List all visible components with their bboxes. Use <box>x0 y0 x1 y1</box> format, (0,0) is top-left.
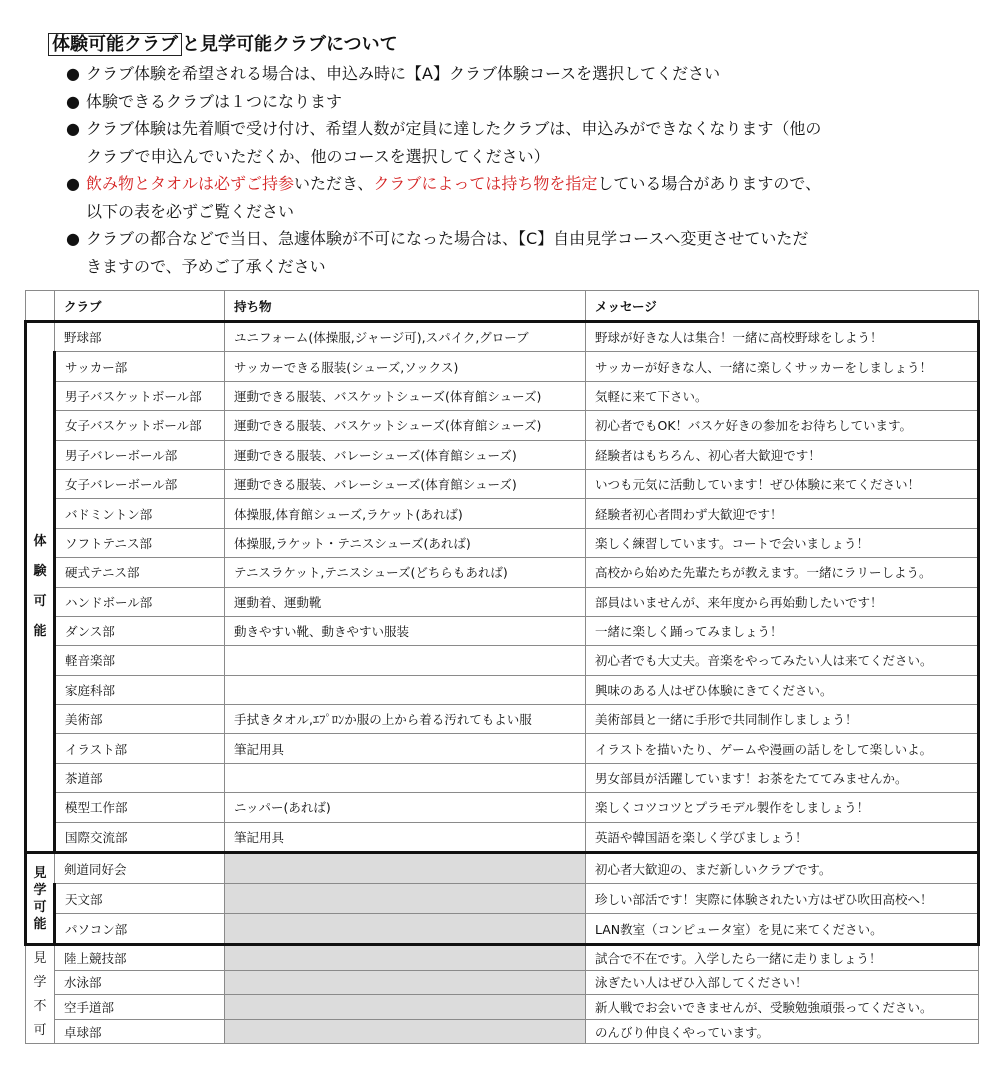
club-name: 天文部 <box>55 884 225 914</box>
message: いつも元気に活動しています！ぜひ体験に来てください！ <box>586 469 979 498</box>
club-name: 水泳部 <box>55 970 225 995</box>
items-shaded <box>225 1019 586 1044</box>
message: 楽しく練習しています。コートで会いましょう！ <box>586 528 979 557</box>
table-row <box>26 705 979 734</box>
table-row <box>26 734 979 763</box>
items: 動きやすい靴、動きやすい服装 <box>225 616 586 645</box>
table-row <box>26 995 979 1020</box>
club-name: 美術部 <box>55 705 225 734</box>
table-row <box>26 914 979 945</box>
club-name: 空手道部 <box>55 995 225 1020</box>
table-row <box>26 322 979 352</box>
items: 運動できる服装、バレーシューズ(体育館シューズ) <box>225 469 586 498</box>
club-name: 野球部 <box>55 322 225 352</box>
message: のんびり仲良くやっています。 <box>586 1019 979 1044</box>
table-row <box>26 352 979 381</box>
group-char: 見 <box>33 950 47 966</box>
club-name: パソコン部 <box>55 914 225 945</box>
group-char: 体 <box>33 534 47 550</box>
table-row <box>26 528 979 557</box>
table-row <box>26 763 979 792</box>
items: 運動着、運動靴 <box>225 587 586 616</box>
items-shaded <box>225 995 586 1020</box>
club-name: 模型工作部 <box>55 793 225 822</box>
message: 初心者でも大丈夫。音楽をやってみたい人は来てください。 <box>586 646 979 675</box>
table-row <box>26 440 979 469</box>
table-row <box>26 411 979 440</box>
club-name: 卓球部 <box>55 1019 225 1044</box>
items: 運動できる服装、バスケットシューズ(体育館シューズ) <box>225 381 586 410</box>
message: 美術部員と一緒に手形で共同制作しましょう！ <box>586 705 979 734</box>
page-title <box>48 30 968 60</box>
items: 体操服,体育館シューズ,ラケット(あれば) <box>225 499 586 528</box>
items: 筆記用具 <box>225 822 586 852</box>
group-char: 不 <box>33 998 47 1014</box>
bullet-mark: ● <box>66 64 80 83</box>
items: 運動できる服装、バレーシューズ(体育館シューズ) <box>225 440 586 469</box>
items <box>225 763 586 792</box>
club-name: ハンドボール部 <box>55 587 225 616</box>
items-shaded <box>225 945 586 971</box>
message: イラストを描いたり、ゲームや漫画の話しをして楽しいよ。 <box>586 734 979 763</box>
table-row <box>26 793 979 822</box>
bullet-line: 体験できるクラブは１つになります <box>86 91 343 111</box>
bullet-mark: ● <box>66 91 80 111</box>
header-items: 持ち物 <box>225 291 586 322</box>
items: 体操服,ラケット・テニスシューズ(あれば) <box>225 528 586 557</box>
items: 運動できる服装、バスケットシューズ(体育館シューズ) <box>225 411 586 440</box>
bullet-line: クラブで申込んでいただくか、他のコースを選択してください） <box>86 146 550 166</box>
group-char: 可 <box>33 594 47 610</box>
message: 経験者初心者問わず大歓迎です！ <box>586 499 979 528</box>
table-row <box>26 675 979 704</box>
items-shaded <box>225 884 586 914</box>
table-row <box>26 884 979 914</box>
club-name: 女子バレーボール部 <box>55 469 225 498</box>
group-char: 能 <box>33 916 47 932</box>
message: 新人戦でお会いできませんが、受験勉強頑張ってください。 <box>586 995 979 1020</box>
message: 英語や韓国語を楽しく学びましょう！ <box>586 822 979 852</box>
club-name: 硬式テニス部 <box>55 558 225 587</box>
items: サッカーできる服装(シューズ,ソックス) <box>225 352 586 381</box>
group-char: 学 <box>33 974 47 990</box>
club-name: バドミントン部 <box>55 499 225 528</box>
table-row <box>26 646 979 675</box>
bullet-mark: ● <box>66 229 80 248</box>
table-row <box>26 499 979 528</box>
message: サッカーが好きな人、一緒に楽しくサッカーをしましょう！ <box>586 352 979 381</box>
group-char: 可 <box>33 899 47 915</box>
title-rest: と見学可能クラブについて <box>182 34 398 55</box>
group-char: 験 <box>33 564 47 580</box>
bullet-mark: ● <box>66 119 80 138</box>
bullet-line: 以下の表を必ずご覧ください <box>86 201 295 221</box>
bullet-item <box>48 225 968 280</box>
table-row <box>26 469 979 498</box>
bullet-line: クラブ体験を希望される場合は、申込み時に【A】クラブ体験コースを選択してください <box>86 64 721 83</box>
bullet-item <box>48 60 968 88</box>
club-name: ダンス部 <box>55 616 225 645</box>
items: 手拭きタオル,ｴﾌﾟﾛﾝか服の上から着る汚れてもよい服 <box>225 705 586 734</box>
items-shaded <box>225 970 586 995</box>
table-row <box>26 1019 979 1044</box>
bullet-item <box>48 88 968 116</box>
table-header-row <box>26 291 979 322</box>
group-label-fuka <box>26 945 55 1044</box>
message: 興味のある人はぜひ体験にきてください。 <box>586 675 979 704</box>
message: 試合で不在です。入学したら一緒に走りましょう！ <box>586 945 979 971</box>
items: テニスラケット,テニスシューズ(どちらもあれば) <box>225 558 586 587</box>
club-name: 陸上競技部 <box>55 945 225 971</box>
bullet-text: している場合がありますので、 <box>597 174 822 193</box>
message: 初心者大歓迎の、まだ新しいクラブです。 <box>586 853 979 884</box>
message: 初心者でもOK！バスケ好きの参加をお待ちしています。 <box>586 411 979 440</box>
intro-section <box>48 30 968 280</box>
group-char: 見 <box>33 865 47 881</box>
club-name: 軽音楽部 <box>55 646 225 675</box>
group-char: 可 <box>33 1022 47 1038</box>
bullet-list <box>48 60 968 280</box>
club-name: ソフトテニス部 <box>55 528 225 557</box>
group-label-kengaku <box>26 853 55 945</box>
message: 経験者はもちろん、初心者大歓迎です！ <box>586 440 979 469</box>
highlight-text: クラブによっては持ち物を指定 <box>373 174 598 193</box>
message: 泳ぎたい人はぜひ入部してください！ <box>586 970 979 995</box>
items-shaded <box>225 853 586 884</box>
club-name: イラスト部 <box>55 734 225 763</box>
table-row <box>26 945 979 971</box>
bullet-text: いただき、 <box>294 174 374 193</box>
table-body <box>26 322 979 1044</box>
table-row <box>26 822 979 852</box>
group-char: 能 <box>33 624 47 640</box>
club-name: サッカー部 <box>55 352 225 381</box>
items: ユニフォーム(体操服,ジャージ可),スパイク,グローブ <box>225 322 586 352</box>
table-row <box>26 616 979 645</box>
club-name: 茶道部 <box>55 763 225 792</box>
highlight-text: 飲み物とタオルは必ずご持参 <box>86 174 295 193</box>
club-name: 国際交流部 <box>55 822 225 852</box>
bullet-line: きますので、予めご了承ください <box>86 256 326 276</box>
bullet-line: クラブ体験は先着順で受け付け、希望人数が定員に達したクラブは、申込みができなくなります（他の <box>86 119 822 138</box>
table-row <box>26 587 979 616</box>
message: 部員はいませんが、来年度から再始動したいです！ <box>586 587 979 616</box>
message: 男女部員が活躍しています！お茶をたててみませんか。 <box>586 763 979 792</box>
items <box>225 646 586 675</box>
message: 一緒に楽しく踊ってみましょう！ <box>586 616 979 645</box>
table-row <box>26 381 979 410</box>
table-row <box>26 853 979 884</box>
message: 楽しくコツコツとプラモデル製作をしましょう！ <box>586 793 979 822</box>
club-name: 女子バスケットボール部 <box>55 411 225 440</box>
items-shaded <box>225 914 586 945</box>
group-char: 学 <box>33 882 47 898</box>
bullet-line: クラブの都合などで当日、急遽体験が不可になった場合は、【C】自由見学コースへ変更させていただ <box>86 229 809 248</box>
group-label-taiken <box>26 322 55 853</box>
bullet-mark: ● <box>66 174 80 193</box>
club-table <box>24 290 980 1044</box>
message: 気軽に来て下さい。 <box>586 381 979 410</box>
header-club: クラブ <box>55 291 225 322</box>
items: 筆記用具 <box>225 734 586 763</box>
message: LAN教室（コンピュータ室）を見に来てください。 <box>586 914 979 945</box>
bullet-item <box>48 170 968 225</box>
items <box>225 675 586 704</box>
header-message: メッセージ <box>586 291 979 322</box>
club-name: 家庭科部 <box>55 675 225 704</box>
club-name: 男子バスケットボール部 <box>55 381 225 410</box>
club-name: 男子バレーボール部 <box>55 440 225 469</box>
bullet-line <box>86 170 968 198</box>
bullet-item <box>48 115 968 170</box>
message: 高校から始めた先輩たちが教えます。一緒にラリーしよう。 <box>586 558 979 587</box>
header-group <box>26 291 55 322</box>
title-boxed: 体験可能クラブ <box>48 33 182 56</box>
table-row <box>26 558 979 587</box>
message: 野球が好きな人は集合！一緒に高校野球をしよう！ <box>586 322 979 352</box>
table-row <box>26 970 979 995</box>
message: 珍しい部活です！実際に体験されたい方はぜひ吹田高校へ！ <box>586 884 979 914</box>
club-name: 剣道同好会 <box>55 853 225 884</box>
items: ニッパー(あれば) <box>225 793 586 822</box>
